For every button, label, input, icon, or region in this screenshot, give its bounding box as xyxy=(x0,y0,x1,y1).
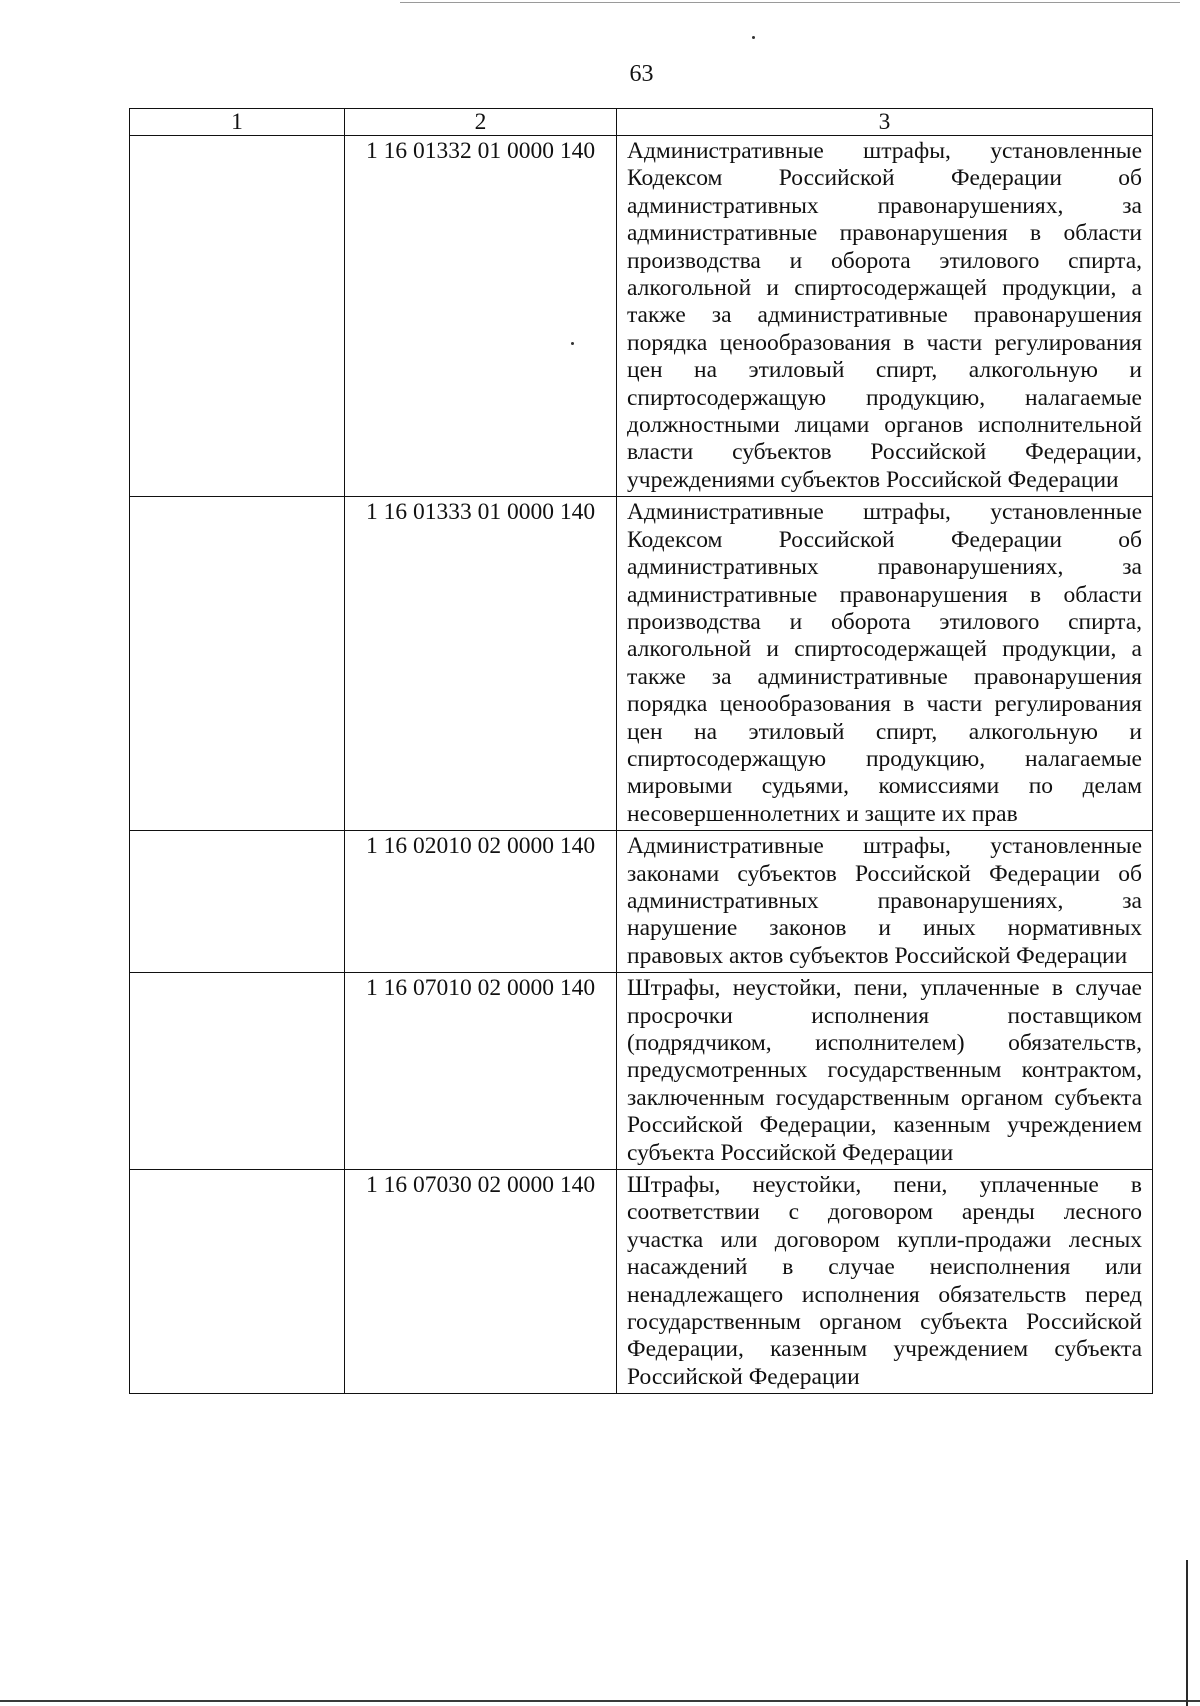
description-line: производства и оборота этилового спирта, xyxy=(627,247,1142,274)
description-line: соответствии с договором аренды лесного xyxy=(627,1199,1142,1226)
revenue-description xyxy=(617,831,1153,973)
description-line: нарушение законов и иных нормативных xyxy=(627,915,1142,942)
table-row xyxy=(130,831,1153,973)
description-line: административные правонарушения в области xyxy=(627,220,1142,247)
description-line: учреждениями субъектов Российской Федерации xyxy=(627,466,1119,493)
table-row xyxy=(130,1170,1153,1394)
description-line: Российской Федерации xyxy=(627,1363,860,1390)
revenue-codes-table xyxy=(129,108,1153,1394)
description-line: административных правонарушениях, за xyxy=(627,887,1142,914)
description-line: заключенным государственным органом субъекта xyxy=(627,1084,1142,1111)
header-col-1: 1 xyxy=(130,109,345,136)
description-line: Административные штрафы, установленные xyxy=(627,833,1142,860)
scan-edge-right xyxy=(1186,1560,1188,1706)
revenue-code: 1 16 02010 02 0000 140 xyxy=(345,831,617,973)
description-line: производства и оборота этилового спирта, xyxy=(627,608,1142,635)
scan-edge-bottom xyxy=(0,1700,1200,1702)
revenue-description xyxy=(617,136,1153,497)
description-line: (подрядчиком, исполнителем) обязательств, xyxy=(627,1030,1142,1056)
description-line: Федерации, казенным учреждением субъекта xyxy=(627,1336,1142,1363)
description-line: мировыми судьями, комиссиями по делам xyxy=(627,773,1142,800)
scan-speck xyxy=(752,36,755,39)
description-line: законами субъектов Российской Федерации об xyxy=(627,860,1142,887)
table-row xyxy=(130,497,1153,831)
description-line: порядка ценообразования в части регулирования xyxy=(627,691,1142,718)
row-col-1 xyxy=(130,497,345,831)
description-line: Штрафы, неустойки, пени, уплаченные в xyxy=(627,1172,1142,1199)
description-line: также за административные правонарушения xyxy=(627,663,1142,690)
row-col-1 xyxy=(130,1170,345,1394)
description-line: алкогольной и спиртосодержащей продукции, а xyxy=(627,275,1142,302)
description-line: также за административные правонарушения xyxy=(627,302,1142,329)
row-col-1 xyxy=(130,973,345,1170)
description-line: несовершеннолетних и защите их прав xyxy=(627,800,1018,827)
revenue-description xyxy=(617,973,1153,1170)
description-line: насаждений в случае неисполнения или xyxy=(627,1254,1142,1281)
description-line: предусмотренных государственным контрактом, xyxy=(627,1057,1142,1084)
description-line: административных правонарушениях, за xyxy=(627,554,1142,581)
table-row xyxy=(130,136,1153,497)
description-line: цен на этиловый спирт, алкогольную и xyxy=(627,718,1142,745)
scan-edge-top xyxy=(400,2,1180,3)
description-line: спиртосодержащую продукцию, налагаемые xyxy=(627,745,1142,772)
description-line: участка или договором купли-продажи лесных xyxy=(627,1226,1142,1253)
description-line: Кодексом Российской Федерации об xyxy=(627,526,1142,553)
description-line: спиртосодержащую продукцию, налагаемые xyxy=(627,384,1142,411)
description-line: алкогольной и спиртосодержащей продукции, а xyxy=(627,636,1142,663)
page-number: 63 xyxy=(629,61,654,87)
revenue-description xyxy=(617,497,1153,831)
description-line: Кодексом Российской Федерации об xyxy=(627,165,1142,192)
header-col-3: 3 xyxy=(617,109,1153,136)
revenue-code: 1 16 01332 01 0000 140 xyxy=(345,136,617,497)
revenue-code: 1 16 07010 02 0000 140 xyxy=(345,973,617,1170)
description-line: Штрафы, неустойки, пени, уплаченные в случае xyxy=(627,975,1142,1002)
revenue-code: 1 16 01333 01 0000 140 xyxy=(345,497,617,831)
revenue-code: 1 16 07030 02 0000 140 xyxy=(345,1170,617,1394)
description-line: субъекта Российской Федерации xyxy=(627,1139,954,1166)
description-line: власти субъектов Российской Федерации, xyxy=(627,439,1142,466)
description-line: Административные штрафы, установленные xyxy=(627,499,1142,526)
table-header-row xyxy=(130,109,1153,136)
row-col-1 xyxy=(130,831,345,973)
description-line: просрочки исполнения поставщиком xyxy=(627,1002,1142,1029)
description-line: государственным органом субъекта Российской xyxy=(627,1309,1142,1336)
row-col-1 xyxy=(130,136,345,497)
description-line: административные правонарушения в области xyxy=(627,581,1142,608)
revenue-description xyxy=(617,1170,1153,1394)
header-col-2: 2 xyxy=(345,109,617,136)
description-line: правовых актов субъектов Российской Федерации xyxy=(627,942,1128,969)
description-line: административных правонарушениях, за xyxy=(627,192,1142,219)
description-line: порядка ценообразования в части регулирования xyxy=(627,329,1142,356)
description-line: Административные штрафы, установленные xyxy=(627,138,1142,164)
table-row xyxy=(130,973,1153,1170)
description-line: цен на этиловый спирт, алкогольную и xyxy=(627,357,1142,384)
description-line: ненадлежащего исполнения обязательств перед xyxy=(627,1281,1142,1308)
description-line: должностными лицами органов исполнительной xyxy=(627,412,1142,439)
description-line: Российской Федерации, казенным учреждением xyxy=(627,1112,1142,1139)
